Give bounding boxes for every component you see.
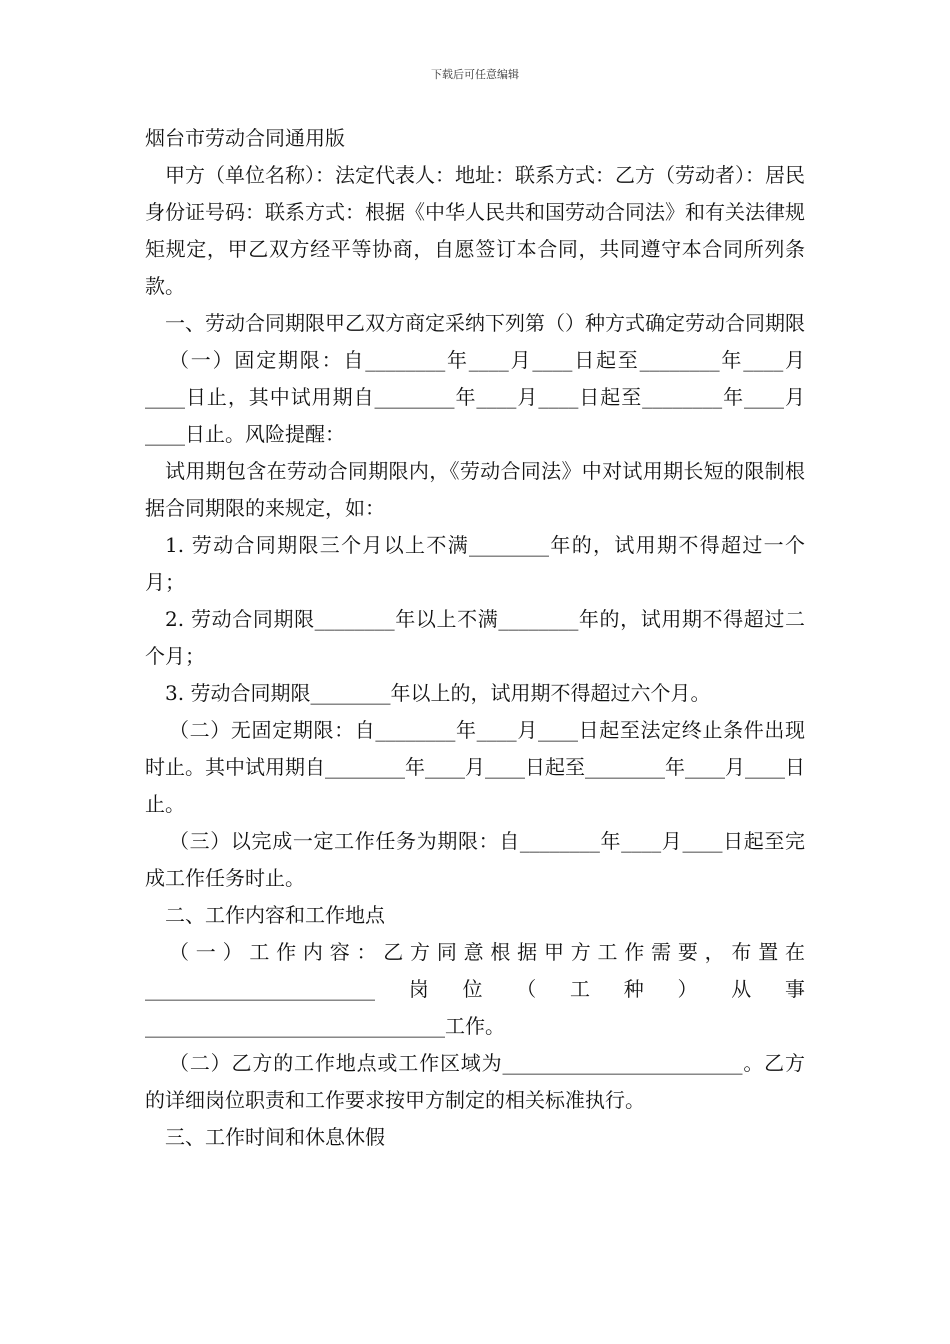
paragraph-probation-note: 试用期包含在劳动合同期限内，《劳动合同法》中对试用期长短的限制根据合同期限的来规定，如：: [145, 459, 805, 520]
paragraph-task-term: （三）以完成一定工作任务为期限：自________年____月____日起至完成工作任务时止。: [145, 829, 805, 890]
paragraph-work-location: （二）乙方的工作地点或工作区域为________________________。乙方的详细岗位职责和工作要求按甲方制定的相关标准执行。: [145, 1051, 805, 1112]
paragraph-section-2: 二、工作内容和工作地点: [165, 903, 385, 927]
paragraph-parties: 甲方（单位名称）：法定代表人：地址：联系方式：乙方（劳动者）：居民身份证号码：联系方式：根据《中华人民共和国劳动合同法》和有关法律规矩规定，甲乙双方经平等协商，自愿签订本合同，共同遵守本合同所列条款。: [145, 163, 805, 298]
paragraph-rule-2: 2. 劳动合同期限________年以上不满________年的，试用期不得超过二个月；: [145, 607, 805, 668]
paragraph-section-3: 三、工作时间和休息休假: [165, 1125, 385, 1149]
document-body: [145, 120, 805, 1156]
paragraph-work-content: （一）工作内容：乙方同意根据甲方工作需要，布置在_______________________岗位（工种）从事______________________________工作。: [145, 940, 805, 1038]
page-header: 下载后可任意编辑: [431, 68, 519, 81]
paragraph-rule-1: 1. 劳动合同期限三个月以上不满________年的，试用期不得超过一个月；: [145, 533, 805, 594]
paragraph-rule-3: 3. 劳动合同期限________年以上的，试用期不得超过六个月。: [165, 681, 711, 705]
document-title: 烟台市劳动合同通用版: [145, 126, 345, 150]
paragraph-section-1: 一、劳动合同期限甲乙双方商定采纳下列第（）种方式确定劳动合同期限: [165, 311, 805, 335]
paragraph-open-term: （二）无固定期限：自________年____月____日起至法定终止条件出现时止。其中试用期自________年____月____日起至________年____月____日止。: [145, 718, 805, 816]
paragraph-fixed-term: （一）固定期限：自________年____月____日起至________年____月____日止，其中试用期自________年____月____日起至________年____月____日止。风险提醒：: [145, 348, 805, 446]
